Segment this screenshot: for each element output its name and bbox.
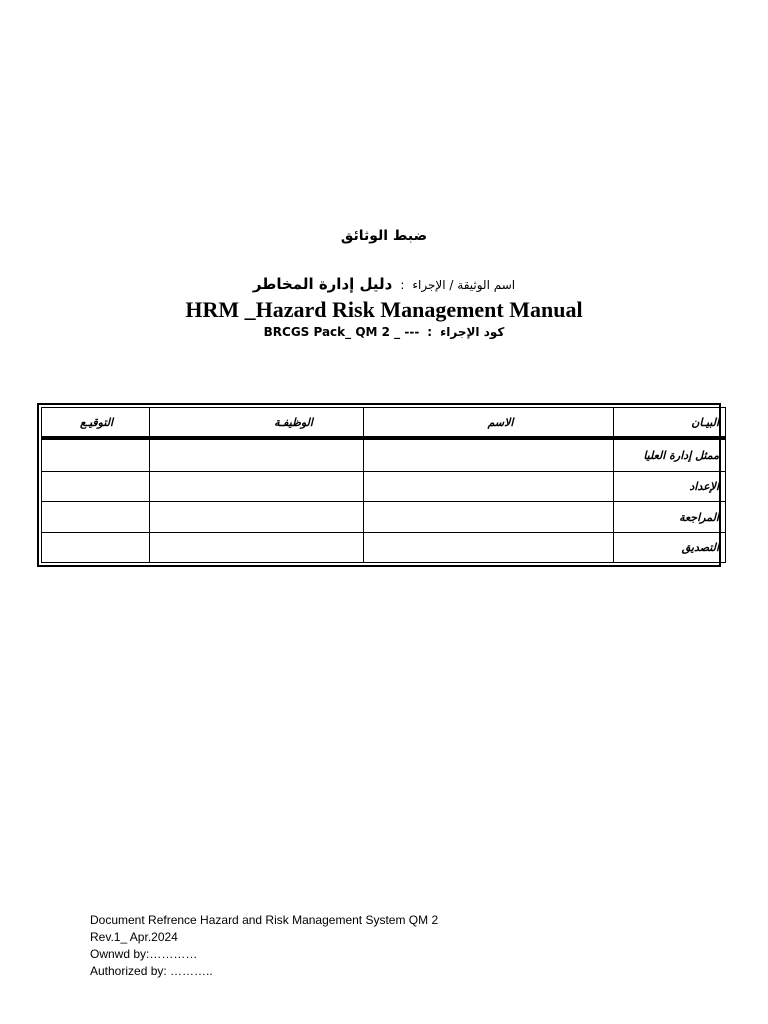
document-name-row — [0, 274, 768, 293]
document-english-title: HRM _Hazard Risk Management Manual — [185, 297, 583, 322]
row-name-cell — [364, 438, 614, 472]
footer-reference: Document Refrence Hazard and Risk Management System QM 2 — [90, 913, 439, 927]
procedure-code-row — [0, 325, 768, 339]
footer-revision: Rev.1_ Apr.2024 — [90, 930, 178, 944]
row-name-cell — [364, 502, 614, 532]
footer-authorized-by: Authorized by: ……….. — [90, 964, 213, 978]
procedure-code-value: BRCGS Pack_ QM 2 _ --- — [263, 325, 420, 339]
approval-header-row — [42, 408, 726, 439]
procedure-code-label: كود الإجراء — [440, 325, 505, 339]
document-name-value: دليل إدارة المخاطر — [252, 275, 393, 293]
row-signature-cell — [42, 472, 150, 502]
row-statement: الإعداد — [614, 472, 726, 502]
document-name-separator: : — [400, 278, 405, 292]
table-row — [42, 532, 726, 562]
row-job-cell — [150, 438, 364, 472]
table-row — [42, 438, 726, 472]
header-name: الاسم — [364, 408, 614, 439]
document-footer — [90, 912, 438, 980]
document-name-label: اسم الوثيقة / الإجراء — [412, 278, 516, 292]
row-signature-cell — [42, 502, 150, 532]
row-signature-cell — [42, 532, 150, 562]
header-signature: التوقيـع — [42, 408, 150, 439]
footer-owned-by: Ownwd by:………… — [90, 947, 198, 961]
row-name-cell — [364, 472, 614, 502]
row-statement: المراجعة — [614, 502, 726, 532]
row-job-cell — [150, 532, 364, 562]
approval-table — [41, 407, 726, 563]
row-statement: التصديق — [614, 532, 726, 562]
header-job: الوظيفـة — [150, 408, 364, 439]
section-title: ضبط الوثائق — [340, 228, 428, 244]
approval-table-frame — [37, 403, 721, 567]
table-row — [42, 502, 726, 532]
row-name-cell — [364, 532, 614, 562]
table-row — [42, 472, 726, 502]
row-signature-cell — [42, 438, 150, 472]
row-statement: ممثل إدارة العليا — [614, 438, 726, 472]
row-job-cell — [150, 472, 364, 502]
row-job-cell — [150, 502, 364, 532]
header-statement: البيـان — [614, 408, 726, 439]
procedure-code-separator: : — [427, 325, 433, 339]
